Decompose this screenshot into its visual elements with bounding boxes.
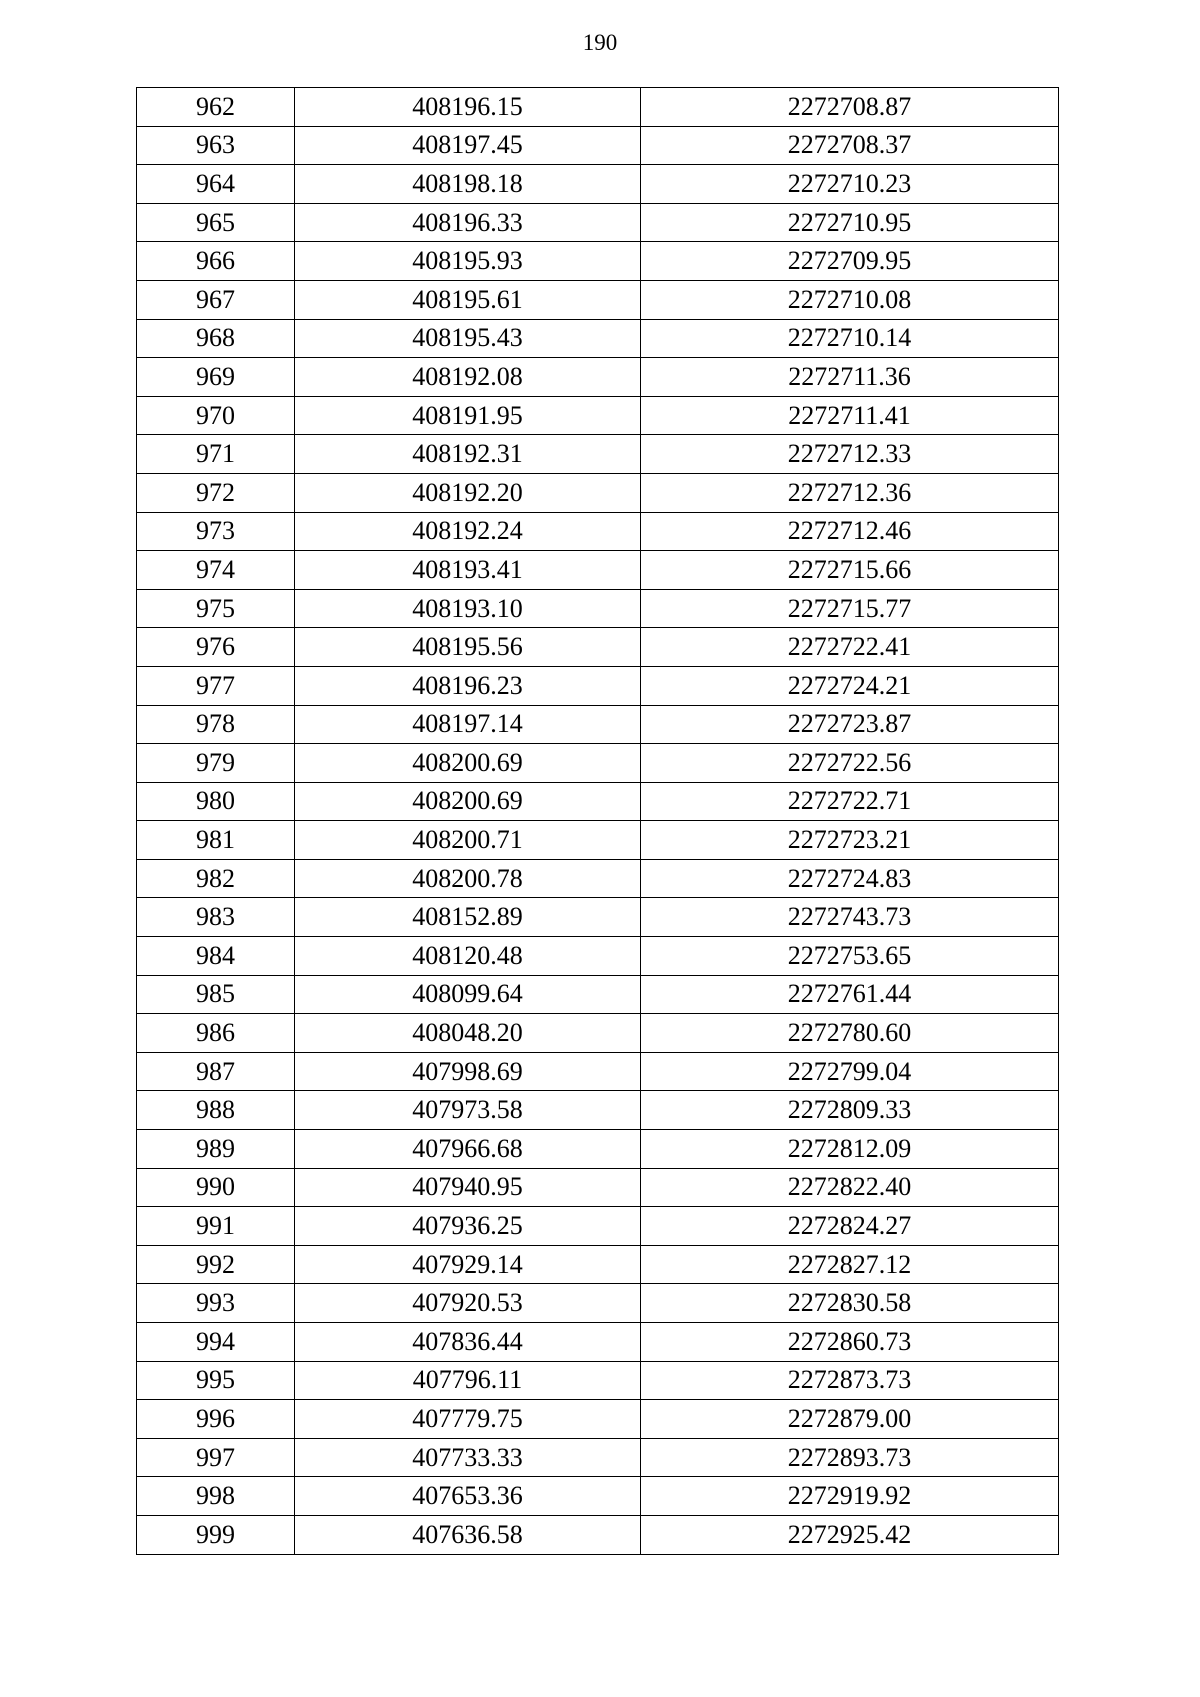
table-row [137,1477,1059,1516]
y-coordinate-cell: 2272709.95 [641,242,1059,281]
y-coordinate-cell: 2272711.41 [641,396,1059,435]
point-number-cell: 998 [137,1477,295,1516]
x-coordinate-cell: 407940.95 [295,1168,641,1207]
x-coordinate-cell: 408200.78 [295,859,641,898]
table-row [137,1207,1059,1246]
x-coordinate-cell: 408152.89 [295,898,641,937]
table-row [137,126,1059,165]
point-number-cell: 980 [137,782,295,821]
table-row [137,898,1059,937]
y-coordinate-cell: 2272919.92 [641,1477,1059,1516]
x-coordinate-cell: 408192.24 [295,512,641,551]
y-coordinate-cell: 2272710.95 [641,203,1059,242]
y-coordinate-cell: 2272710.23 [641,165,1059,204]
point-number-cell: 994 [137,1323,295,1362]
y-coordinate-cell: 2272809.33 [641,1091,1059,1130]
y-coordinate-cell: 2272715.77 [641,589,1059,628]
x-coordinate-cell: 407796.11 [295,1361,641,1400]
x-coordinate-cell: 408195.93 [295,242,641,281]
table-row [137,1438,1059,1477]
x-coordinate-cell: 408200.69 [295,782,641,821]
y-coordinate-cell: 2272724.83 [641,859,1059,898]
x-coordinate-cell: 407998.69 [295,1052,641,1091]
table-row [137,165,1059,204]
x-coordinate-cell: 408192.20 [295,473,641,512]
y-coordinate-cell: 2272827.12 [641,1245,1059,1284]
y-coordinate-cell: 2272761.44 [641,975,1059,1014]
table-row [137,1515,1059,1554]
point-number-cell: 995 [137,1361,295,1400]
y-coordinate-cell: 2272722.56 [641,744,1059,783]
x-coordinate-cell: 407636.58 [295,1515,641,1554]
point-number-cell: 985 [137,975,295,1014]
table-row [137,1130,1059,1169]
y-coordinate-cell: 2272708.37 [641,126,1059,165]
table-row [137,435,1059,474]
y-coordinate-cell: 2272724.21 [641,666,1059,705]
x-coordinate-cell: 408200.71 [295,821,641,860]
table-row [137,1323,1059,1362]
table-row [137,473,1059,512]
x-coordinate-cell: 408192.08 [295,358,641,397]
point-number-cell: 991 [137,1207,295,1246]
table-row [137,975,1059,1014]
point-number-cell: 975 [137,589,295,628]
point-number-cell: 964 [137,165,295,204]
x-coordinate-cell: 408196.15 [295,88,641,127]
table-row [137,1014,1059,1053]
y-coordinate-cell: 2272780.60 [641,1014,1059,1053]
point-number-cell: 966 [137,242,295,281]
x-coordinate-cell: 407966.68 [295,1130,641,1169]
y-coordinate-cell: 2272873.73 [641,1361,1059,1400]
point-number-cell: 971 [137,435,295,474]
table-row [137,1284,1059,1323]
table-row [137,1168,1059,1207]
point-number-cell: 967 [137,280,295,319]
x-coordinate-cell: 408195.43 [295,319,641,358]
table-row [137,358,1059,397]
point-number-cell: 962 [137,88,295,127]
point-number-cell: 968 [137,319,295,358]
table-row [137,512,1059,551]
x-coordinate-cell: 407973.58 [295,1091,641,1130]
y-coordinate-cell: 2272723.87 [641,705,1059,744]
table-row [137,666,1059,705]
x-coordinate-cell: 407733.33 [295,1438,641,1477]
y-coordinate-cell: 2272893.73 [641,1438,1059,1477]
y-coordinate-cell: 2272925.42 [641,1515,1059,1554]
point-number-cell: 992 [137,1245,295,1284]
x-coordinate-cell: 408196.33 [295,203,641,242]
y-coordinate-cell: 2272712.46 [641,512,1059,551]
y-coordinate-cell: 2272824.27 [641,1207,1059,1246]
y-coordinate-cell: 2272723.21 [641,821,1059,860]
x-coordinate-cell: 407929.14 [295,1245,641,1284]
point-number-cell: 987 [137,1052,295,1091]
y-coordinate-cell: 2272822.40 [641,1168,1059,1207]
table-row [137,203,1059,242]
table-row [137,589,1059,628]
point-number-cell: 963 [137,126,295,165]
x-coordinate-cell: 408099.64 [295,975,641,1014]
y-coordinate-cell: 2272710.08 [641,280,1059,319]
y-coordinate-cell: 2272799.04 [641,1052,1059,1091]
point-number-cell: 977 [137,666,295,705]
y-coordinate-cell: 2272710.14 [641,319,1059,358]
table-row [137,859,1059,898]
y-coordinate-cell: 2272711.36 [641,358,1059,397]
point-number-cell: 974 [137,551,295,590]
y-coordinate-cell: 2272722.41 [641,628,1059,667]
point-number-cell: 969 [137,358,295,397]
table-row [137,821,1059,860]
point-number-cell: 973 [137,512,295,551]
x-coordinate-cell: 408192.31 [295,435,641,474]
x-coordinate-cell: 407653.36 [295,1477,641,1516]
point-number-cell: 983 [137,898,295,937]
x-coordinate-cell: 407836.44 [295,1323,641,1362]
x-coordinate-cell: 408198.18 [295,165,641,204]
table-row [137,782,1059,821]
point-number-cell: 976 [137,628,295,667]
x-coordinate-cell: 408197.14 [295,705,641,744]
x-coordinate-cell: 408200.69 [295,744,641,783]
y-coordinate-cell: 2272753.65 [641,937,1059,976]
point-number-cell: 997 [137,1438,295,1477]
y-coordinate-cell: 2272712.36 [641,473,1059,512]
x-coordinate-cell: 408191.95 [295,396,641,435]
x-coordinate-cell: 408193.10 [295,589,641,628]
x-coordinate-cell: 408195.61 [295,280,641,319]
x-coordinate-cell: 407779.75 [295,1400,641,1439]
table-row [137,1400,1059,1439]
point-number-cell: 965 [137,203,295,242]
x-coordinate-cell: 408120.48 [295,937,641,976]
point-number-cell: 981 [137,821,295,860]
table-row [137,88,1059,127]
table-row [137,280,1059,319]
point-number-cell: 999 [137,1515,295,1554]
point-number-cell: 989 [137,1130,295,1169]
x-coordinate-cell: 408195.56 [295,628,641,667]
x-coordinate-cell: 407936.25 [295,1207,641,1246]
y-coordinate-cell: 2272712.33 [641,435,1059,474]
x-coordinate-cell: 408048.20 [295,1014,641,1053]
point-number-cell: 990 [137,1168,295,1207]
point-number-cell: 978 [137,705,295,744]
point-number-cell: 972 [137,473,295,512]
x-coordinate-cell: 407920.53 [295,1284,641,1323]
table-row [137,1361,1059,1400]
table-row [137,1245,1059,1284]
table-row [137,705,1059,744]
point-number-cell: 979 [137,744,295,783]
x-coordinate-cell: 408196.23 [295,666,641,705]
coordinates-table-body [137,88,1059,1555]
table-row [137,1091,1059,1130]
y-coordinate-cell: 2272860.73 [641,1323,1059,1362]
y-coordinate-cell: 2272708.87 [641,88,1059,127]
table-row [137,242,1059,281]
table-row [137,628,1059,667]
point-number-cell: 993 [137,1284,295,1323]
y-coordinate-cell: 2272743.73 [641,898,1059,937]
x-coordinate-cell: 408193.41 [295,551,641,590]
point-number-cell: 982 [137,859,295,898]
point-number-cell: 970 [137,396,295,435]
point-number-cell: 986 [137,1014,295,1053]
table-row [137,1052,1059,1091]
table-row [137,396,1059,435]
page-number: 190 [582,30,618,55]
y-coordinate-cell: 2272722.71 [641,782,1059,821]
y-coordinate-cell: 2272812.09 [641,1130,1059,1169]
y-coordinate-cell: 2272830.58 [641,1284,1059,1323]
point-number-cell: 996 [137,1400,295,1439]
y-coordinate-cell: 2272879.00 [641,1400,1059,1439]
x-coordinate-cell: 408197.45 [295,126,641,165]
y-coordinate-cell: 2272715.66 [641,551,1059,590]
table-row [137,744,1059,783]
point-number-cell: 984 [137,937,295,976]
table-row [137,551,1059,590]
coordinates-table [136,87,1059,1555]
table-row [137,937,1059,976]
table-row [137,319,1059,358]
point-number-cell: 988 [137,1091,295,1130]
